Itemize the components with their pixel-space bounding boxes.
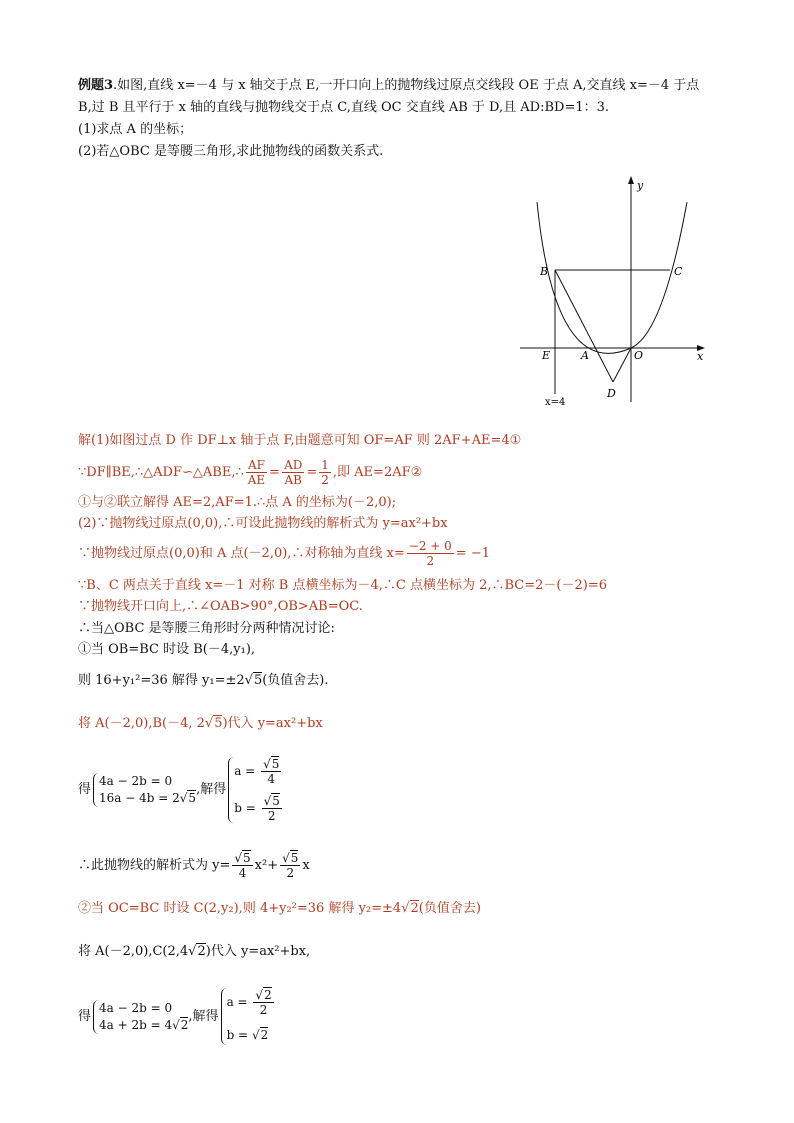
question-1: (1)求点 A 的坐标； [78, 122, 193, 137]
solution-line-5: ∵抛物线过原点(0,0)和 A 点(－2,0),∴对称轴为直线 x= $\frac{-2 + 0}{2}$ = −1 [78, 539, 490, 568]
solution-line-4: (2)∵抛物线过原点(0,0),∴可设此抛物线的解析式为 y=ax²+bx [78, 516, 448, 531]
solution-line-2: ∵DF∥BE,∴△ADF∽△ABE,∴ $\frac{AF}{AE}$ = $\frac{AD}{AB}$ = $\frac{1}{2}$ ,即 AE=2AF② [78, 458, 423, 487]
line-x-label: x=4 [545, 397, 566, 408]
solution-line-13: ②当 OC=BC 时设 C(2,y₂),则 4+y₂²=36 解得 y₂=±4√2(负值舍去) [78, 901, 481, 916]
fraction-axis: $\frac{-2 + 0}{2}$ [408, 539, 452, 568]
solution-line-1: 解(1)如图过点 D 作 DF⊥x 轴于点 F,由题意可知 OF=AF 则 2AF+AE=4① [78, 433, 522, 448]
solution-line-3: ①与②联立解得 AE=2,AF=1.∴点 A 的坐标为(－2,0); [78, 495, 397, 510]
point-b-label: B [540, 265, 549, 278]
problem-label: 例题3 [78, 78, 114, 93]
system-2-equations: 4a − 2b = 0 4a + 2b = 4√2 [93, 1000, 188, 1034]
question-2: (2)若△OBC 是等腰三角形,求此抛物线的函数关系式. [78, 144, 384, 159]
fraction-af-ae: $\frac{AF}{AE}$ [247, 458, 266, 487]
system-1-solution: a = $\frac{√5}{4}$ b = $\frac{√5}{2}$ [228, 757, 284, 823]
parabola-figure [515, 172, 710, 412]
solution-line-7: ∵抛物线开口向上,∴∠OAB>90°,OB>AB=OC. [78, 599, 363, 614]
y-axis-label: y [637, 179, 644, 192]
problem-line-2: B,过 B 且平行于 x 轴的直线与抛物线交于点 C,直线 OC 交直线 AB 于 D,且 AD:BD=1：3. [78, 100, 610, 115]
point-c-label: C [674, 265, 683, 278]
fraction-ad-ab: $\frac{AD}{AB}$ [284, 458, 303, 487]
solution-line-6: ∵B、C 两点关于直线 x=－1 对称 B 点横坐标为－4,∴C 点横坐标为 2,∴BC=2－(－2)=6 [78, 578, 607, 593]
solution-line-14: 将 A(－2,0),C(2,4√2)代入 y=ax²+bx, [78, 944, 311, 959]
solution-line-9: ①当 OB=BC 时设 B(－4,y₁), [78, 642, 256, 657]
solution-line-11: 将 A(－2,0),B(－4, 2√5)代入 y=ax²+bx [78, 716, 323, 731]
point-d-label: D [607, 387, 616, 400]
solution-line-10: 则 16+y₁²=36 解得 y₁=±2√5(负值舍去). [78, 673, 329, 688]
point-o-label: O [634, 349, 644, 362]
system-1-equations: 4a − 2b = 0 16a − 4b = 2√5 [93, 773, 196, 807]
problem-line-1: 例题3.如图,直线 x=－4 与 x 轴交于点 E,一开口向上的抛物线过原点交线段 OE 于点 A,交直线 x=－4 于点 [78, 78, 700, 93]
x-axis-label: x [697, 350, 704, 363]
fraction-one-half: $\frac{1}{2}$ [321, 458, 329, 487]
system-2: 得 4a − 2b = 0 4a + 2b = 4√2 ,解得 a = $\frac{√2}{2}$ b = √2 [78, 975, 276, 1059]
solution-line-12: ∴此抛物线的解析式为 y= $\frac{√5}{4}$ x²+ $\frac{√5}{2}$ x [78, 851, 310, 880]
point-a-label: A [581, 349, 589, 362]
solution-line-8: ∴当△OBC 是等腰三角形时分两种情况讨论: [78, 621, 335, 636]
system-2-solution: a = $\frac{√2}{2}$ b = √2 [221, 988, 276, 1045]
point-e-label: E [542, 349, 551, 362]
system-1: 得 4a − 2b = 0 16a − 4b = 2√5 ,解得 a = $\frac{√5}{4}$ b = $\frac{√5}{2}$ [78, 748, 284, 832]
